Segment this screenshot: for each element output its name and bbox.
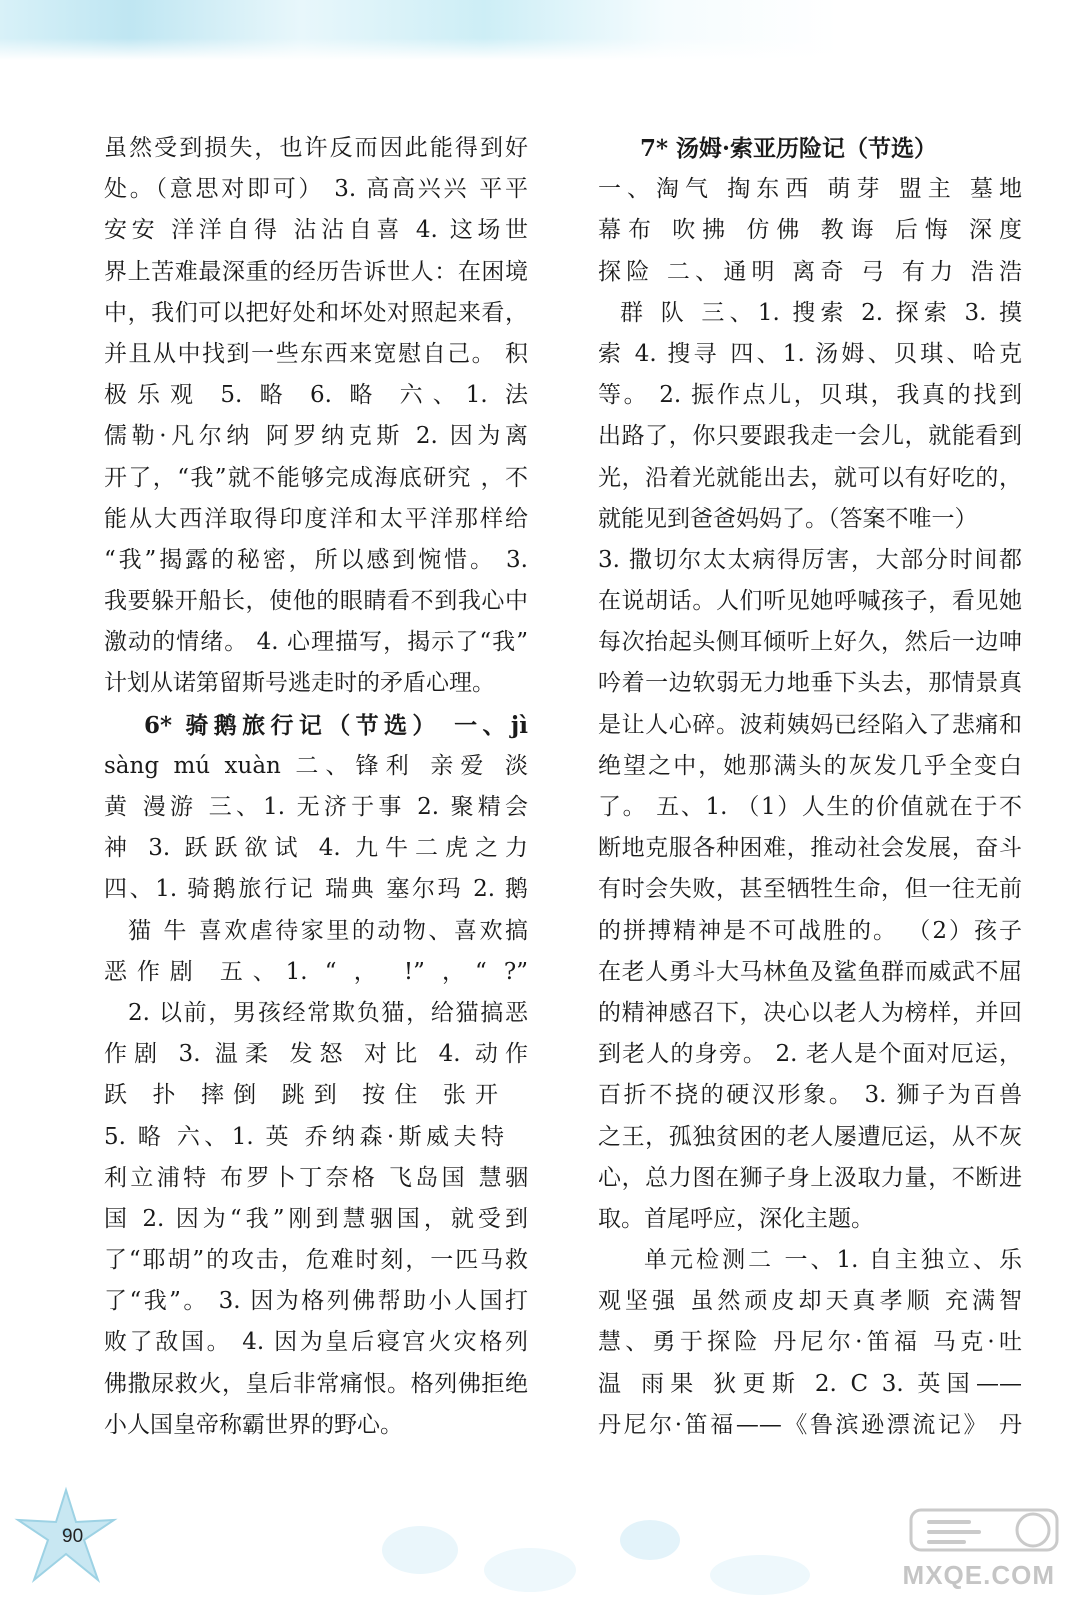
text-line: 之王，孤独贫困的老人屡遭厄运，从不灰: [598, 1123, 1022, 1150]
text-line: 恶作剧 五、1. “ ， !” ，“ ?”: [104, 958, 528, 985]
text-line: 一、淘气 掏东西 萌芽 盟主 墓地: [598, 176, 1022, 203]
text-line: 出路了，你只要跟我走一会儿，就能看到: [598, 423, 1022, 450]
text-line: 温 雨果 狄更斯 2. C 3. 英国——: [598, 1370, 1022, 1397]
text-line: 是让人心碎。波莉姨妈已经陷入了悲痛和: [598, 711, 1022, 738]
text-line: 神 3. 跃跃欲试 4. 九牛二虎之力: [104, 835, 528, 862]
text-line: 儒勒·凡尔纳 阿罗纳克斯 2. 因为离: [104, 423, 528, 450]
text-line: 在说胡话。人们听见她呼喊孩子，看见她: [598, 588, 1022, 615]
watermark-text: MXQE.COM: [902, 1560, 1055, 1590]
text-line: 了。 五、1. （1）人生的价值就在于不: [598, 794, 1022, 820]
text-line: 光，沿着光就能出去，就可以有好吃的，: [598, 464, 1022, 491]
text-line: 慧、勇于探险 丹尼尔·笛福 马克·吐: [598, 1329, 1022, 1356]
decorative-bubbles: [360, 1480, 880, 1600]
text-line: 在老人勇斗大马林鱼及鲨鱼群而威武不屈: [598, 958, 1022, 985]
text-line: 丹尼尔·笛福——《鲁滨逊漂流记》 丹: [598, 1411, 1022, 1438]
left-text-column: [104, 128, 528, 1446]
text-line: 跃 扑 摔倒 跳到 按住 张开: [104, 1082, 498, 1109]
text-line: 处。（意思对即可） 3. 高高兴兴 平平: [104, 176, 528, 203]
page-number: 90: [62, 1526, 84, 1547]
watermark-logo-icon: [909, 1504, 1059, 1556]
text-line: 能从大西洋取得印度洋和太平洋那样给: [104, 505, 528, 532]
text-line: 黄 漫游 三、1. 无济于事 2. 聚精会: [104, 794, 528, 820]
text-line: 安安 洋洋自得 沾沾自喜 4. 这场世: [104, 217, 528, 244]
text-line: 3. 撒切尔太太病得厉害，大部分时间都: [598, 546, 1022, 573]
text-line: 小人国皇帝称霸世界的野心。: [104, 1411, 403, 1438]
text-line: 国 2. 因为“我”刚到慧骃国，就受到: [104, 1205, 528, 1232]
text-line: 吟着一边软弱无力地垂下头去，那情景真: [598, 670, 1022, 697]
right-text-column: [598, 128, 1022, 1446]
text-line: 极乐观 5. 略 6. 略 六、1. 法: [104, 382, 528, 409]
section-heading-line: 单元检测二 一、1. 自主独立、乐: [644, 1247, 1022, 1274]
text-line: 佛撒尿救火，皇后非常痛恨。格列佛拒绝: [104, 1370, 528, 1397]
text-line: 探险 二、通明 离奇 弓 有力 浩浩: [598, 258, 1022, 285]
text-line: 每次抬起头侧耳倾听上好久，然后一边呻: [598, 629, 1022, 656]
text-line: 观坚强 虽然顽皮却天真孝顺 充满智: [598, 1288, 1022, 1315]
text-line: 取。首尾呼应，深化主题。: [598, 1205, 874, 1232]
text-line: 作剧 3. 温柔 发怒 对比 4. 动作: [104, 1041, 528, 1068]
text-line: 索 4. 搜寻 四、1. 汤姆、贝琪、哈克: [598, 340, 1022, 367]
text-line: 并且从中找到一些东西来宽慰自己。 积: [104, 340, 528, 367]
text-line: 开了，“我”就不能够完成海底研究 ，不: [104, 464, 528, 491]
text-line: 我要躲开船长，使他的眼睛看不到我心中: [104, 588, 528, 615]
text-line: 有时会失败，甚至牺牲生命，但一往无前: [598, 876, 1022, 903]
text-line: 激动的情绪。 4. 心理描写，揭示了“我”: [104, 629, 528, 656]
text-line: 虽然受到损失，也许反而因此能得到好: [104, 135, 528, 161]
text-line: “我”揭露的秘密，所以感到惋惜。 3.: [104, 546, 528, 573]
text-line: 到老人的身旁。 2. 老人是个面对厄运，: [598, 1041, 1022, 1068]
decorative-header-band: [0, 0, 1075, 60]
text-line: 5. 略 六、1. 英 乔纳森·斯威夫特: [104, 1123, 504, 1150]
text-line: 的精神感召下，决心以老人为榜样，并回: [598, 999, 1022, 1026]
text-line: 了“耶胡”的攻击，危难时刻，一匹马救: [104, 1247, 528, 1274]
text-line: 2. 以前，男孩经常欺负猫，给猫搞恶: [128, 999, 528, 1026]
text-line: 心，总力图在狮子身上汲取力量，不断进: [598, 1164, 1022, 1191]
text-line: 界上苦难最深重的经历告诉世人：在困境: [104, 258, 528, 285]
watermark: [902, 1500, 1065, 1595]
text-line: 幕布 吹拂 仿佛 教诲 后悔 深度: [598, 217, 1022, 244]
text-line: 中，我们可以把好处和坏处对照起来看，: [104, 299, 528, 326]
text-line: 利立浦特 布罗卜丁奈格 飞岛国 慧骃: [104, 1164, 528, 1191]
text-line: 绝望之中，她那满头的灰发几乎全变白: [598, 752, 1022, 779]
text-line: 败了敌国。 4. 因为皇后寝宫火灾格列: [104, 1329, 528, 1356]
text-line: 群 队 三、1. 搜索 2. 探索 3. 摸: [620, 299, 1022, 326]
text-line: 的拼搏精神是不可战胜的。 （2）孩子: [598, 917, 1022, 944]
text-line: 断地克服各种困难，推动社会发展，奋斗: [598, 835, 1022, 862]
text-line: 等。 2. 振作点儿，贝琪，我真的找到: [598, 382, 1022, 409]
text-line: 了“我”。 3. 因为格列佛帮助小人国打: [104, 1288, 528, 1315]
section-heading-line: 6* 骑鹅旅行记（节选） 一、jì: [144, 711, 528, 739]
text-line: 猫 牛 喜欢虐待家里的动物、喜欢搞: [128, 917, 528, 944]
text-line: 百折不挠的硬汉形象。 3. 狮子为百兽: [598, 1082, 1022, 1109]
text-line: 就能见到爸爸妈妈了。（答案不唯一）: [598, 505, 978, 532]
text-line: 四、1. 骑鹅旅行记 瑞典 塞尔玛 2. 鹅: [104, 876, 528, 903]
text-line: sàng mú xuàn 二、锋利 亲爱 淡: [104, 752, 528, 779]
text-line: 计划从诺第留斯号逃走时的矛盾心理。: [104, 670, 495, 697]
section-heading-line: 7* 汤姆·索亚历险记（节选）: [640, 135, 938, 162]
